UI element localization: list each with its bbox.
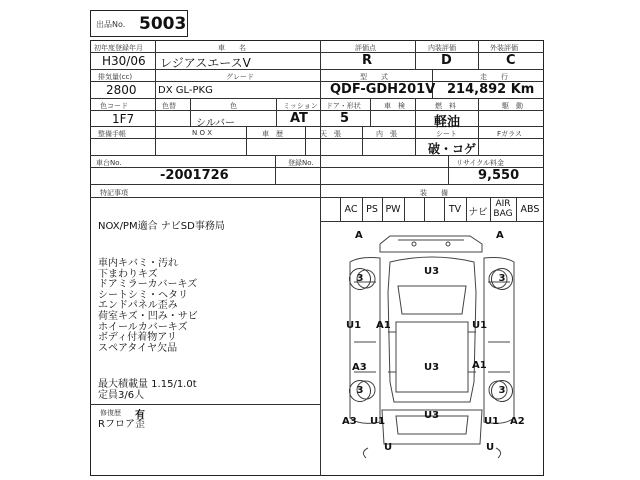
exterior-header: 外装評価 bbox=[490, 44, 518, 52]
note-item: スペアタイヤ欠品 bbox=[98, 342, 178, 354]
evaluation-score: R bbox=[362, 53, 373, 68]
mark-right-quarter: 3 bbox=[491, 380, 513, 402]
recycle-header: リサイクル料金 bbox=[456, 159, 505, 167]
car-name: レジアスエースV bbox=[160, 56, 251, 70]
chassis-header: 車台No. bbox=[96, 159, 122, 167]
drive-header: 駆 動 bbox=[502, 102, 523, 110]
notes-header: 特記事項 bbox=[100, 189, 128, 197]
model-code: QDF-GDH201V bbox=[330, 82, 436, 97]
lot-number: 5003 bbox=[139, 14, 187, 34]
capacity: 定員3/6人 bbox=[98, 390, 145, 401]
color-change-header: 色替 bbox=[162, 102, 176, 110]
color-code: 1F7 bbox=[112, 112, 135, 126]
equip-tv: TV bbox=[448, 204, 462, 215]
equip-ps: PS bbox=[366, 204, 378, 215]
chassis-number: -2001726 bbox=[160, 168, 229, 183]
mark-bottom-right: U bbox=[486, 442, 495, 453]
windshield-header: Fガラス bbox=[497, 130, 522, 138]
grade-header: グレード bbox=[226, 73, 254, 81]
note-item: 荷室キズ・凹み・サビ bbox=[98, 310, 198, 322]
cc-header: 排気量(cc) bbox=[98, 73, 133, 81]
notes-top: NOX/PM適合 ナビSD事務局 bbox=[98, 221, 225, 232]
repair-label: 修復歴 bbox=[100, 409, 121, 417]
seat-header: シート bbox=[436, 130, 457, 138]
interior-grade: D bbox=[441, 53, 452, 68]
doors-header: ドア・形状 bbox=[326, 102, 361, 110]
transmission-header: ミッション bbox=[283, 102, 318, 110]
note-item: ドアミラーカバーキズ bbox=[98, 279, 198, 291]
transmission: AT bbox=[290, 111, 308, 126]
year-header: 初年度登録年月 bbox=[94, 44, 143, 52]
color-header: 色 bbox=[230, 102, 237, 110]
mark-rear-left2: U1 bbox=[370, 416, 386, 427]
note-item: ホイールカバーキズ bbox=[98, 321, 188, 333]
score-header: 評価点 bbox=[355, 44, 376, 52]
mark-left-rear: A3 bbox=[352, 362, 367, 373]
registration-header: 登録No. bbox=[288, 159, 314, 167]
nox-header: N O X bbox=[192, 129, 212, 137]
equip-navi: ナビ bbox=[468, 207, 488, 218]
max-load: 最大積載量 1.15/1.0t bbox=[98, 379, 197, 390]
mark-bottom-left: U bbox=[384, 442, 393, 453]
color: シルバー bbox=[196, 118, 236, 129]
mark-mid: U3 bbox=[424, 362, 440, 373]
recycle-fee: 9,550 bbox=[478, 168, 520, 183]
car-name-header: 車 名 bbox=[218, 44, 246, 52]
mark-left-fender: 3 bbox=[349, 268, 371, 290]
car-diagram bbox=[320, 222, 544, 476]
mark-rear-body: U3 bbox=[424, 410, 440, 421]
notes-list bbox=[98, 259, 198, 354]
note-item: シートシミ・ヘタリ bbox=[98, 289, 188, 301]
inspection-header: 車 検 bbox=[384, 102, 405, 110]
equip-abs: ABS bbox=[520, 204, 540, 215]
note-item: 車内キバミ・汚れ bbox=[98, 258, 178, 269]
mark-rear-right2: A2 bbox=[510, 416, 525, 427]
equip-ac: AC bbox=[344, 204, 358, 215]
note-item: ボディ付着物アリ bbox=[98, 332, 177, 344]
mark-rear-left: A3 bbox=[342, 416, 357, 427]
equipment-header: 装 備 bbox=[420, 189, 448, 197]
note-item: 下まわりキズ bbox=[98, 268, 158, 280]
mark-right-fender: 3 bbox=[491, 268, 513, 290]
mark-right-rear: A1 bbox=[472, 360, 487, 371]
exterior-grade: C bbox=[506, 53, 516, 68]
color-code-header: 色コード bbox=[100, 102, 128, 110]
headliner-header: 天 張 bbox=[320, 130, 341, 138]
trim-header: 内 張 bbox=[376, 130, 397, 138]
repair-detail: Rフロア歪 bbox=[98, 419, 145, 430]
fuel-type: 軽油 bbox=[434, 115, 461, 130]
model-header: 型 式 bbox=[360, 73, 388, 81]
door-count: 5 bbox=[340, 111, 350, 126]
repair-value: 有 bbox=[135, 410, 145, 421]
mark-rear-right: U1 bbox=[484, 416, 500, 427]
mark-right-door2: U1 bbox=[472, 320, 488, 331]
equip-pw: PW bbox=[385, 204, 401, 215]
registration-year: H30/06 bbox=[102, 54, 146, 68]
mark-left-door: U1 bbox=[346, 320, 362, 331]
displacement: 2800 bbox=[106, 83, 137, 97]
mark-roof: U3 bbox=[424, 266, 440, 277]
seat-condition: 破・コゲ bbox=[428, 142, 477, 156]
mileage: 214,892 Km bbox=[447, 82, 535, 97]
mark-front-left: A bbox=[355, 230, 363, 241]
grade: DX GL-PKG bbox=[158, 85, 213, 96]
equip-airbag: AIR BAG bbox=[493, 199, 513, 219]
note-item: エンドパネル歪み bbox=[98, 300, 178, 312]
history-header: 車 歴 bbox=[262, 130, 283, 138]
mark-left-quarter: 3 bbox=[349, 380, 371, 402]
lot-label: 出品No. bbox=[96, 20, 126, 29]
lot-number-box bbox=[90, 10, 188, 37]
fuel-header: 燃 料 bbox=[435, 102, 456, 110]
mileage-header: 走 行 bbox=[480, 73, 508, 81]
service-book-header: 整備手帳 bbox=[98, 130, 126, 138]
interior-header: 内装評価 bbox=[428, 44, 456, 52]
mark-left-door2: A1 bbox=[376, 320, 391, 331]
mark-front-right: A bbox=[496, 230, 504, 241]
